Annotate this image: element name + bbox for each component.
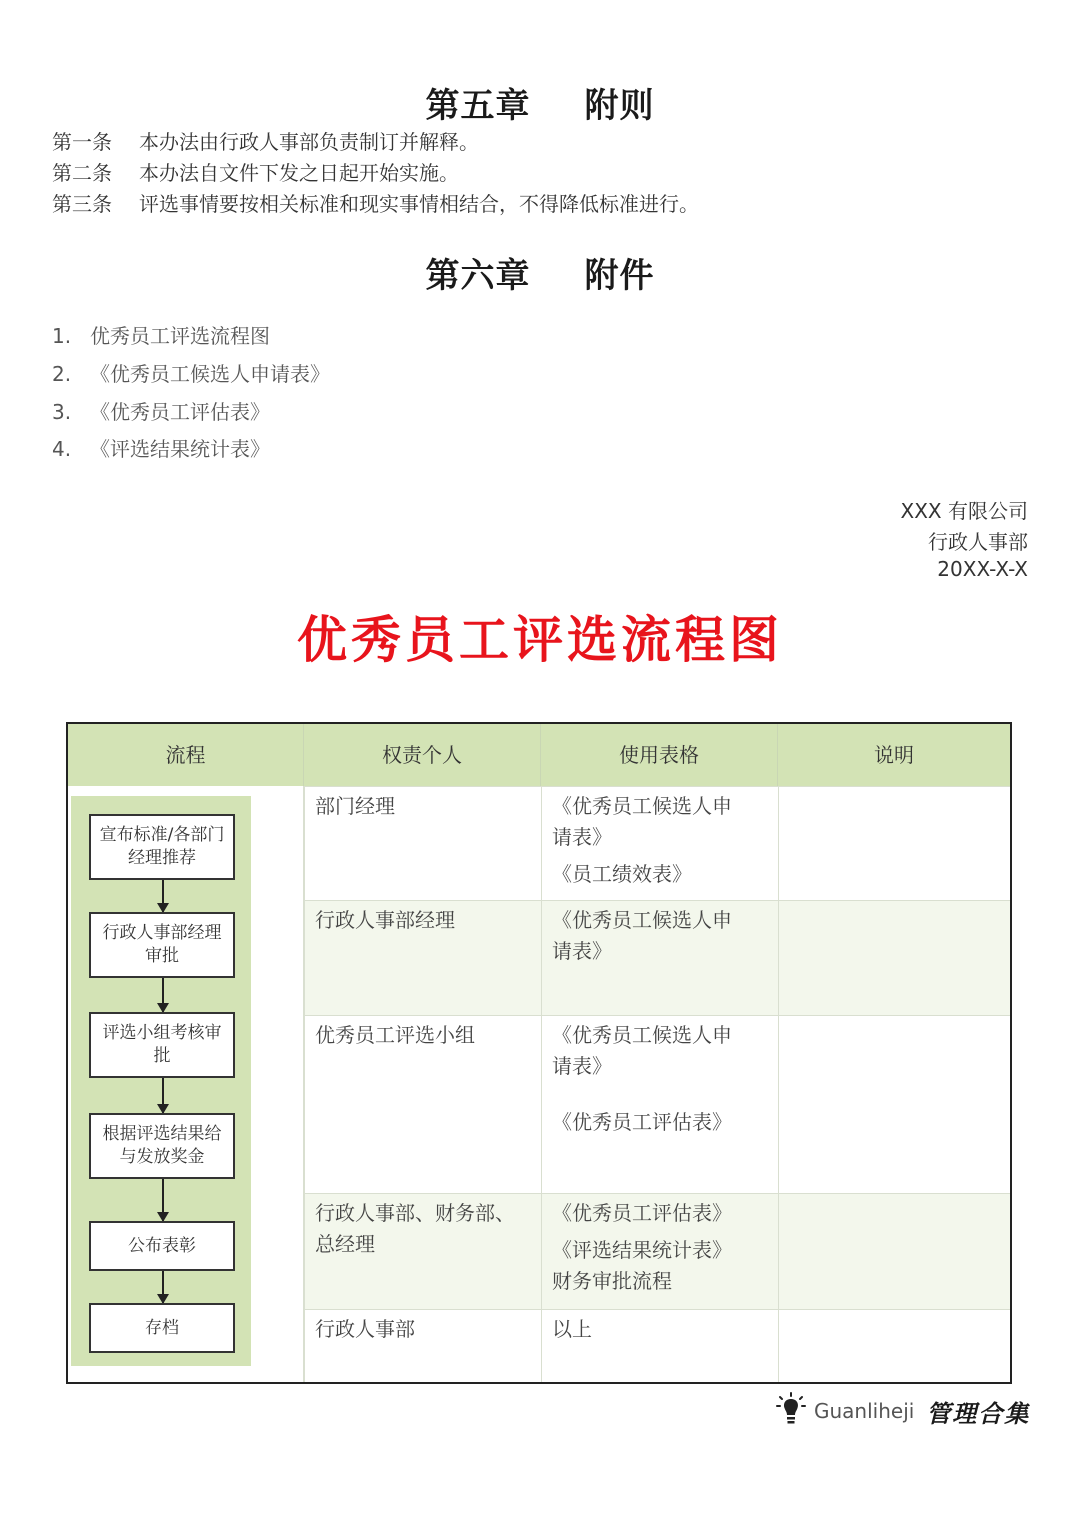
chapter6-title: [0, 248, 1080, 297]
table-row: [304, 1309, 1010, 1383]
article-text: 本办法由行政人事部负责制订并解释。: [139, 130, 479, 154]
chapter5-label: 第五章: [425, 86, 531, 126]
flow-step-1: 宣布标准/各部门经理推荐: [89, 814, 235, 880]
cell-forms: [541, 1310, 778, 1383]
cell-forms: [541, 901, 778, 1016]
article-text: 本办法自文件下发之日起开始实施。: [139, 161, 459, 185]
cell-forms: [541, 1016, 778, 1194]
flow-step-6: 存档: [89, 1303, 235, 1353]
cell-note: [778, 1194, 1010, 1310]
flow-column: [68, 786, 304, 1382]
article-2: [52, 157, 459, 186]
brand-chinese: 管理合集: [926, 1399, 1031, 1428]
cell-text: 《评选结果统计表》: [552, 1238, 732, 1262]
flow-arrow: [162, 880, 164, 912]
chapter6-name: 附件: [584, 256, 655, 296]
cell-note: [778, 1310, 1010, 1383]
header-process: 流程: [68, 724, 304, 786]
chapter6-label: 第六章: [425, 256, 531, 296]
table-row: [304, 1015, 1010, 1194]
header-forms: 使用表格: [541, 724, 778, 786]
cell-text: 部门经理: [315, 794, 395, 818]
table-row: [304, 1193, 1010, 1310]
flow-arrow: [162, 1179, 164, 1221]
attachment-text: 优秀员工评选流程图: [90, 324, 270, 348]
attachment-num: 3.: [52, 400, 72, 424]
attachment-num: 4.: [52, 437, 72, 461]
cell-forms: [541, 787, 778, 901]
signature-department: 行政人事部: [928, 530, 1028, 554]
article-1: [52, 126, 479, 155]
article-num: 第三条: [52, 192, 112, 216]
lightbulb-icon: [776, 1392, 806, 1430]
flow-step-2: 行政人事部经理审批: [89, 912, 235, 978]
header-person: 权责个人: [304, 724, 541, 786]
flow-step-3: 评选小组考核审批: [89, 1012, 235, 1078]
flow-step-5: 公布表彰: [89, 1221, 235, 1271]
cell-text: 行政人事部经理: [315, 908, 455, 932]
cell-text: 《员工绩效表》: [552, 862, 692, 886]
cell-person: [304, 787, 541, 901]
signature-company: XXX 有限公司: [900, 499, 1028, 523]
cell-text: 请表》: [552, 1054, 612, 1078]
signature-date: 20XX-X-X: [937, 557, 1028, 581]
cell-note: [778, 901, 1010, 1016]
flow-arrow: [162, 978, 164, 1012]
cell-text: 《优秀员工候选人申: [552, 1023, 732, 1047]
article-3: [52, 188, 699, 217]
attachment-item-1: [52, 320, 270, 349]
cell-forms: [541, 1194, 778, 1310]
cell-text: 行政人事部: [315, 1317, 415, 1341]
attachment-num: 1.: [52, 324, 72, 348]
chapter5-title: [0, 78, 1080, 127]
attachment-text: 《评选结果统计表》: [90, 437, 270, 461]
attachment-item-3: [52, 396, 270, 425]
article-num: 第一条: [52, 130, 112, 154]
attachment-item-4: [52, 433, 270, 462]
cell-text: 《优秀员工候选人申: [552, 908, 732, 932]
chapter5-name: 附则: [584, 86, 655, 126]
flow-step-4: 根据评选结果给与发放奖金: [89, 1113, 235, 1179]
cell-text: 总经理: [315, 1232, 375, 1256]
cell-text: 请表》: [552, 825, 612, 849]
cell-note: [778, 787, 1010, 901]
header-notes: 说明: [874, 743, 914, 767]
table-row: [304, 900, 1010, 1016]
article-num: 第二条: [52, 161, 112, 185]
flow-arrow: [162, 1271, 164, 1303]
flow-panel: [71, 796, 251, 1366]
brand-watermark: [776, 1388, 1030, 1434]
cell-note: [778, 1016, 1010, 1194]
cell-person: [304, 1310, 541, 1383]
cell-person: [304, 901, 541, 1016]
cell-person: [304, 1016, 541, 1194]
flow-arrow: [162, 1078, 164, 1113]
cell-text: 请表》: [552, 939, 612, 963]
cell-text: 优秀员工评选小组: [315, 1023, 475, 1047]
cell-text: 行政人事部、财务部、: [315, 1201, 515, 1225]
attachment-text: 《优秀员工候选人申请表》: [90, 362, 330, 386]
flowchart-title: 优秀员工评选流程图: [297, 611, 783, 669]
cell-person: [304, 1194, 541, 1310]
table-row: [304, 786, 1010, 901]
table-header: [68, 724, 1010, 786]
attachment-num: 2.: [52, 362, 72, 386]
flowchart-table: [66, 722, 1012, 1384]
article-text: 评选事情要按相关标准和现实事情相结合，不得降低标准进行。: [139, 192, 699, 216]
brand-latin: Guanliheji: [814, 1399, 915, 1423]
cell-text: 《优秀员工评估表》: [552, 1201, 732, 1225]
cell-text: 《优秀员工候选人申: [552, 794, 732, 818]
attachment-item-2: [52, 358, 330, 387]
cell-text: 财务审批流程: [552, 1269, 672, 1293]
cell-text: 以上: [552, 1317, 592, 1341]
attachment-text: 《优秀员工评估表》: [90, 400, 270, 424]
cell-text: 《优秀员工评估表》: [552, 1110, 732, 1134]
